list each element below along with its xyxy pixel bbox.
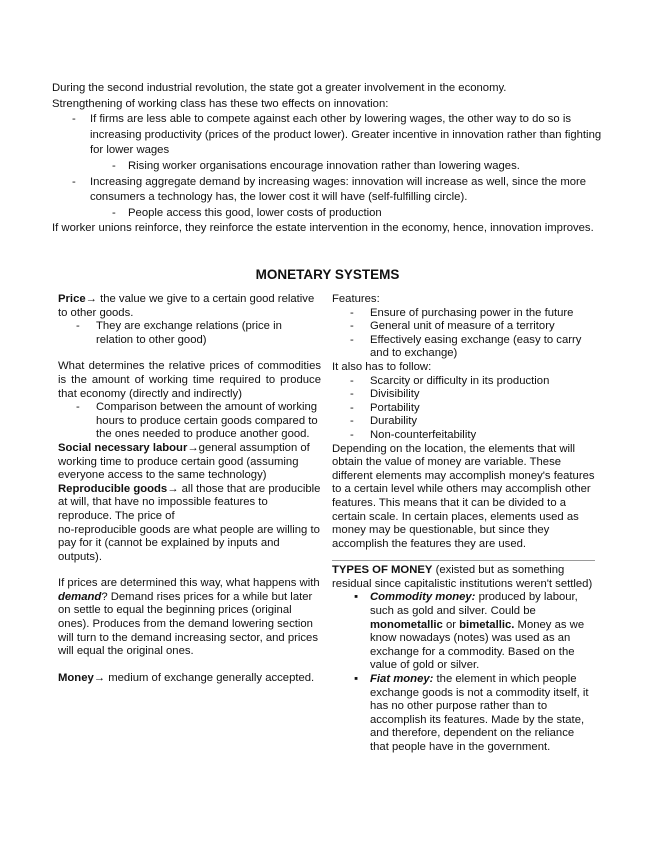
price-definition (58, 293, 321, 320)
section-divider (332, 560, 595, 561)
list-item (52, 206, 612, 222)
list-item (58, 401, 321, 442)
list-item: ▪ Commodity money: produced by labour, such as gold and silver. Could be monometallic or bimetallic. Money as we know nowadays (notes) was used as an exchange for a commodity. Based on the value of gold or silver. (354, 591, 585, 672)
list-item: - Divisibility (350, 388, 420, 401)
list-item-text: Increasing aggregate demand by increasing wages: innovation will increase as well, since the more consumers a technology has, the lower cost it will have (self-fulfilling circle). (90, 175, 587, 204)
arrow-icon: → (85, 293, 97, 305)
square-bullet-icon: ▪ (354, 673, 359, 686)
list-item (58, 320, 321, 347)
definition-text: general assumption of working time to produce certain good (assuming everyone access to the same technology) (58, 441, 310, 482)
reproducible-definition (58, 483, 321, 524)
intro-paragraph-1: During the second industrial revolution, the state got a greater involvement in the economy. (52, 82, 507, 94)
emphasis-text: demand (58, 590, 102, 603)
follow-label: It also has to follow: (332, 360, 432, 373)
right-column (332, 293, 595, 755)
list-item (52, 175, 612, 206)
term-label: Reproducible goods (58, 482, 168, 495)
money-definition (58, 672, 321, 686)
arrow-icon: → (93, 671, 106, 684)
section-heading: MONETARY SYSTEMS (255, 267, 400, 282)
term-label: Money (58, 671, 94, 684)
list-item: - Scarcity or difficulty in its production (350, 374, 550, 387)
left-column (58, 293, 321, 685)
intro-section (52, 81, 612, 237)
list-item: - General unit of measure of a territory (350, 320, 555, 333)
types-heading: TYPES OF MONEY (existed but as something residual since capitalistic institutions weren't settled) (332, 564, 593, 590)
depending-paragraph: Depending on the location, the elements that will obtain the value of money are variable. These different elements may accomplish money's features to a certain level while others may accomplish other features. This means that it can be divided to a certain scale. In certain places, elements used as money may be questionable, but since they accomplish the features they are used. (332, 442, 595, 550)
list-item-text: Rising worker organisations encourage innovation rather than lowering wages. (128, 159, 520, 172)
list-item: - Ensure of purchasing power in the future (350, 306, 574, 319)
arrow-icon: → (167, 482, 179, 495)
list-item: - Effectively easing exchange (easy to carry and to exchange) (350, 333, 582, 360)
list-item: - Portability (350, 401, 420, 414)
list-item (52, 112, 612, 159)
term-label: Fiat money: (370, 673, 434, 686)
features-label: Features: (332, 293, 380, 305)
term-label: Social necessary labour (58, 441, 188, 454)
list-item: - Non-counterfeitability (350, 428, 477, 441)
list-item: ▪ Fiat money: the element in which people exchange goods is not a commodity itself, it has no other purpose rather than to accomplish its features. Made by the state, and therefore, dependent on the reliance that people have in the government. (354, 673, 589, 753)
determines-paragraph: What determines the relative prices of commodities is the amount of working time required to produce that economy (directly and indirectly) (58, 360, 321, 400)
list-item-text: They are exchange relations (price in relation to other good) (96, 320, 282, 346)
dash-marker: - (112, 159, 116, 172)
square-bullet-icon: ▪ (354, 591, 359, 604)
dash-marker: - (112, 206, 116, 219)
definition-text: all those that are producible at will, that have no impossible features to reproduce. The price of (58, 482, 321, 522)
list-item: - Durability (350, 415, 418, 428)
types-title: TYPES OF MONEY (332, 564, 433, 577)
arrow-icon: → (187, 441, 199, 454)
dash-marker: - (72, 175, 76, 188)
list-item (52, 159, 612, 175)
definition-text: medium of exchange generally accepted. (105, 671, 315, 684)
term-label: Price (58, 293, 86, 305)
dash-marker: - (76, 320, 80, 333)
nonreproducible-paragraph: no-reproducible goods are what people are willing to pay for it (cannot be explained by inputs and outputs). (58, 523, 320, 563)
definition-text: the value we give to a certain good relative to other goods. (58, 293, 315, 319)
list-item-text: If firms are less able to compete against each other by lowering wages, the other way to do so is increasing productivity (prices of the product lower). Greater incentive in innovation rather than fighting for lower wages (90, 113, 602, 157)
list-item-text: Comparison between the amount of working hours to produce certain goods compared to the ones needed to produce another good. (96, 401, 318, 441)
snl-definition (58, 442, 321, 483)
intro-paragraph-2: Strengthening of working class has these two effects on innovation: (52, 97, 389, 110)
term-label: Commodity money: (370, 591, 476, 604)
list-item-text: People access this good, lower costs of production (128, 206, 382, 219)
dash-marker: - (76, 401, 80, 414)
intro-paragraph-3: If worker unions reinforce, they reinforce the estate intervention in the economy, hence, innovation improves. (52, 222, 594, 235)
demand-paragraph: If prices are determined this way, what happens with demand? Demand rises prices for a while but later on settle to equal the beginning prices (original ones). Produces from the demand lowering section will turn to the demand increasing sector, and prices will equal the original ones. (58, 577, 320, 658)
dash-marker: - (72, 113, 76, 126)
